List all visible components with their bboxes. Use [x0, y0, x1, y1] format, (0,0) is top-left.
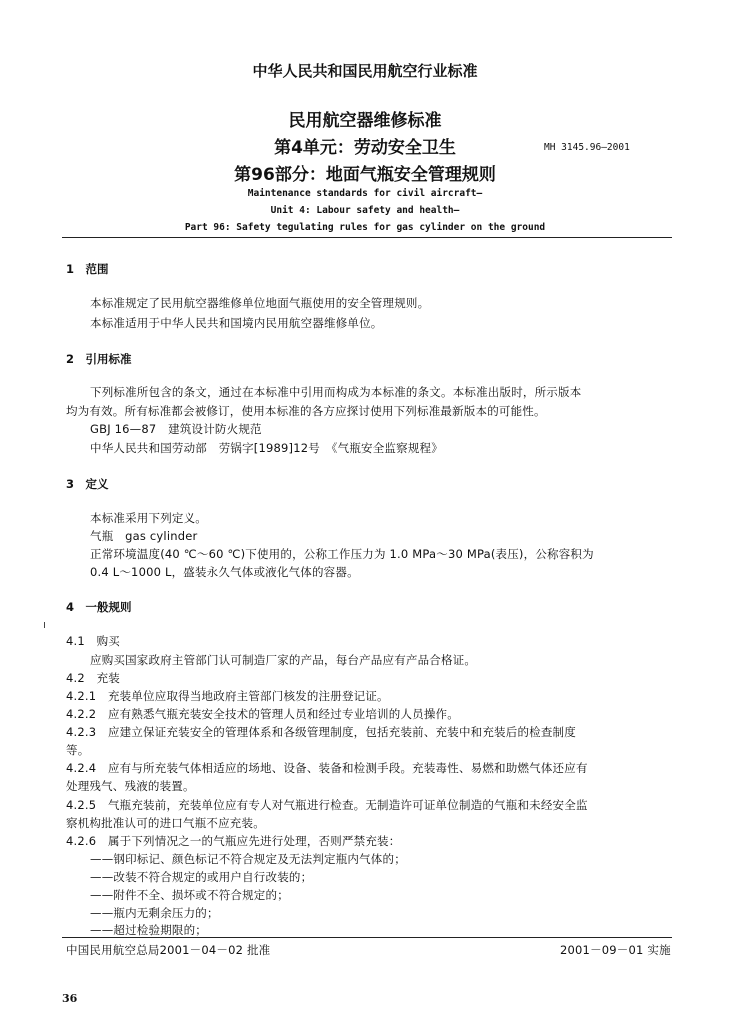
section-4-1-heading: 4.1 购买	[66, 634, 120, 648]
section-4-heading: 4 一般规则	[66, 600, 132, 614]
section-1-heading: 1 范围	[66, 262, 109, 276]
standard-code: MH 3145.96—2001	[544, 142, 630, 153]
section-4-2-heading: 4.2 充装	[66, 671, 120, 685]
effective-date: 2001－09－01 实施	[560, 943, 671, 957]
section-2-reference-2: 中华人民共和国劳动部 劳锅字[1989]12号 《气瓶安全监察规程》	[90, 441, 443, 455]
section-4-2-5-line-1: 4.2.5 气瓶充装前，充装单位应有专人对气瓶进行检查。无制造许可证单位制造的气瓶和未经安全监	[66, 798, 588, 812]
margin-mark	[44, 622, 45, 628]
section-4-1-text: 应购买国家政府主管部门认可制造厂家的产品，每台产品应有产品合格证。	[90, 653, 477, 667]
section-2-para-line-2: 均为有效。所有标准都会被修订，使用本标准的各方应探讨使用下列标准最新版本的可能性。	[66, 404, 546, 418]
section-1-para-2: 本标准适用于中华人民共和国境内民用航空器维修单位。	[90, 316, 383, 330]
section-4-2-4-line-2: 处理残气、残液的装置。	[66, 779, 195, 793]
title-en-line-2: Unit 4: Labour safety and health—	[270, 205, 460, 216]
list-item: ——瓶内无剩余压力的；	[90, 906, 219, 920]
section-2-heading: 2 引用标准	[66, 352, 132, 366]
section-4-2-5-line-2: 察机构批准认可的进口气瓶不应充装。	[66, 816, 265, 830]
header-divider	[62, 237, 672, 238]
title-en-line-1: Maintenance standards for civil aircraft—	[247, 188, 483, 199]
section-2-para-line-1: 下列标准所包含的条文，通过在本标准中引用而构成为本标准的条文。本标准出版时，所示版本	[90, 385, 582, 399]
list-item: ——改装不符合规定的或用户自行改装的；	[90, 870, 313, 884]
title-cn-line-2: 第4单元：劳动安全卫生	[274, 138, 456, 158]
section-3-term: 气瓶 gas cylinder	[90, 529, 198, 543]
org-title: 中华人民共和国民用航空行业标准	[252, 62, 478, 80]
section-4-2-4-line-1: 4.2.4 应有与所充装气体相适应的场地、设备、装备和检测手段。充装毒性、易燃和助燃气体还应有	[66, 761, 588, 775]
section-3-heading: 3 定义	[66, 477, 109, 491]
section-4-2-3-line-2: 等。	[66, 743, 90, 757]
title-cn-line-3: 第96部分：地面气瓶安全管理规则	[234, 165, 496, 185]
approval-line: 中国民用航空总局2001－04－02 批准	[66, 943, 271, 957]
page-number: 36	[62, 992, 78, 1005]
title-cn-line-1: 民用航空器维修标准	[288, 111, 442, 131]
section-3-definition-line-1: 正常环境温度(40 ℃～60 ℃)下使用的，公称工作压力为 1.0 MPa～30 MPa(表压)，公称容积为	[90, 547, 594, 561]
section-4-2-3-line-1: 4.2.3 应建立保证充装安全的管理体系和各级管理制度，包括充装前、充装中和充装后的检查制度	[66, 725, 576, 739]
section-3-para-1: 本标准采用下列定义。	[90, 511, 207, 525]
list-item: ——钢印标记、颜色标记不符合规定及无法判定瓶内气体的；	[90, 852, 406, 866]
section-1-para-1: 本标准规定了民用航空器维修单位地面气瓶使用的安全管理规则。	[90, 296, 430, 310]
list-item: ——超过检验期限的；	[90, 923, 207, 937]
section-3-definition-line-2: 0.4 L～1000 L，盛装永久气体或液化气体的容器。	[90, 565, 359, 579]
section-4-2-1: 4.2.1 充装单位应取得当地政府主管部门核发的注册登记证。	[66, 689, 389, 703]
title-en-line-3: Part 96: Safety tegulating rules for gas cylinder on the ground	[184, 222, 546, 233]
section-2-reference-1: GBJ 16—87 建筑设计防火规范	[90, 422, 262, 436]
list-item: ——附件不全、损坏或不符合规定的；	[90, 888, 289, 902]
section-4-2-6: 4.2.6 属于下列情况之一的气瓶应先进行处理，否则严禁充装：	[66, 834, 401, 848]
section-4-2-2: 4.2.2 应有熟悉气瓶充装安全技术的管理人员和经过专业培训的人员操作。	[66, 707, 459, 721]
footer-divider	[62, 937, 672, 938]
